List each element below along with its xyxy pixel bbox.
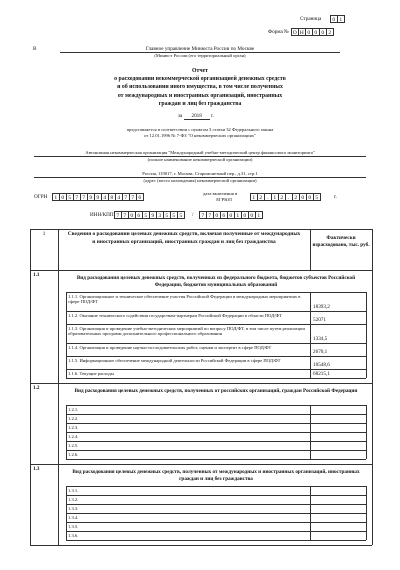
year-suffix: г.	[210, 113, 214, 119]
egrul-date-digit: 2	[292, 193, 300, 201]
table-rule	[366, 414, 367, 423]
page-digit: 1	[337, 15, 345, 23]
inn-digit: 3	[156, 211, 164, 219]
table-rule	[366, 504, 367, 513]
section-number: 1.2	[33, 385, 40, 391]
table-rule	[66, 378, 366, 379]
table-rule	[366, 292, 367, 311]
ogrn-digit: 9	[87, 193, 95, 201]
ogrn-digit: 1	[52, 193, 60, 201]
table-rule	[366, 495, 367, 504]
row-description: 1.1.4. Организация и проведение научно-исследовательских работ, оценки и экспертиз в сфере ПОД/ФТ	[68, 344, 272, 350]
col-header-description: Сведения о расходовании целевых денежных средств, включая полученные от международных и иностранных организаций, иностранных граждан и лиц без гражданства	[67, 231, 301, 245]
organization-caption: (полное наименование некоммерческой организации)	[147, 157, 253, 162]
title-line: от международных и иностранных организаций, иностранных	[117, 92, 283, 99]
table-rule	[66, 540, 366, 541]
egrul-date-label-line: дата включения в	[203, 191, 238, 196]
inn-digit: 7	[121, 211, 129, 219]
row-amount: 10548,6	[313, 362, 330, 368]
table-rule	[30, 464, 372, 465]
organization-address: Россия, 119017, г. Москва, Старомонетный пер., д.31, стр.1	[34, 171, 366, 178]
table-rule	[66, 522, 67, 531]
basis-line: от 12.01.1996 № 7-ФЗ "О некоммерческих организациях"	[144, 132, 256, 138]
kpp-digit: 0	[241, 211, 249, 219]
egrul-date-digit: 1	[250, 193, 258, 201]
table-rule	[366, 369, 367, 378]
section-number: 1.3	[33, 466, 40, 472]
table-rule	[310, 432, 311, 441]
table-rule	[66, 459, 366, 460]
table-rule	[366, 432, 367, 441]
page-digit: 0	[330, 15, 338, 23]
form-digit: О	[292, 30, 297, 36]
table-rule	[310, 441, 311, 450]
row-amount: 2670,1	[313, 349, 328, 355]
row-amount: 52071	[313, 317, 326, 323]
inn-digit: 5	[170, 211, 178, 219]
egrul-date-digit: .	[264, 193, 272, 201]
ogrn-digit: 0	[59, 193, 67, 201]
row-description: 1.2.4.	[68, 433, 79, 439]
table-rule	[66, 495, 67, 504]
table-rule	[310, 513, 311, 522]
table-rule	[30, 229, 31, 270]
row-description: 1.2.2.	[68, 415, 79, 421]
title-line: граждан и лиц без гражданства	[158, 100, 242, 107]
section-number: 1.1	[33, 272, 40, 278]
table-rule	[372, 229, 373, 270]
kpp-digit: 0	[227, 211, 235, 219]
table-rule	[58, 229, 59, 270]
table-rule	[66, 414, 67, 423]
inn-digit: 5	[163, 211, 171, 219]
table-rule	[66, 486, 67, 495]
col-header-number: 1	[42, 231, 46, 237]
row-description: 1.2.5.	[68, 442, 79, 448]
table-rule	[310, 531, 311, 540]
table-rule	[310, 311, 311, 324]
kpp-digit: 1	[234, 211, 242, 219]
egrul-date-digit: 1	[271, 193, 279, 201]
table-rule	[58, 464, 59, 545]
row-description: 1.3.4.	[68, 514, 79, 520]
egrul-date-suffix: г.	[334, 194, 337, 200]
table-rule	[366, 311, 367, 324]
table-rule	[310, 369, 311, 378]
table-rule	[58, 383, 59, 464]
row-description: 1.1.3. Организация и проведение учебно-методических мероприятий по вопросу ПОД/ФТ, в том числе путем реализации образовательных программ дополнительного профессионального образования	[68, 325, 305, 337]
table-rule	[366, 405, 367, 414]
page-number-cells	[330, 15, 344, 23]
table-rule	[66, 405, 67, 414]
addressee-prefix: В	[33, 46, 37, 52]
kpp-digit: 7	[206, 211, 214, 219]
section-title: Вид расходования целевых денежных средств, полученных от международных и иностранных организаций, иностранных граждан и лиц без гражданства	[72, 469, 360, 482]
inn-digit: 0	[128, 211, 136, 219]
form-label: Форма №	[268, 29, 290, 35]
kpp-digit: 6	[220, 211, 228, 219]
row-description: 1.3.5.	[68, 523, 79, 529]
egrul-date-digit: 2	[257, 193, 265, 201]
egrul-date-digit: .	[285, 193, 293, 201]
title-line: и об использовании иного имущества, в том числе полученных	[117, 84, 283, 91]
table-rule	[366, 513, 367, 522]
inn-digit: 5	[177, 211, 185, 219]
form-digit: 0	[305, 28, 313, 36]
table-rule	[66, 423, 67, 432]
year-prefix: за	[178, 113, 183, 119]
egrul-date-digit: 2	[278, 193, 286, 201]
kpp-cells	[199, 211, 262, 219]
row-description: 1.1.6. Текущие расходы	[68, 370, 114, 376]
row-amount: 68215,1	[313, 371, 330, 377]
table-rule	[66, 324, 67, 343]
table-rule	[30, 229, 372, 230]
table-rule	[366, 343, 367, 356]
ogrn-cells	[52, 193, 143, 201]
address-caption: (адрес (место нахождения) некоммерческой организации)	[143, 178, 257, 183]
table-rule	[366, 486, 367, 495]
table-rule	[66, 531, 67, 540]
table-rule	[310, 495, 311, 504]
section-title: Вид расходования целевых денежных средств, полученных из федерального бюджета, бюджетов субъектов Российской Федерации, бюджетов муниципальных образований	[76, 275, 356, 288]
table-rule	[310, 229, 311, 270]
row-description: 1.2.6.	[68, 451, 79, 457]
egrul-date-digit: 0	[299, 193, 307, 201]
row-description: 1.2.3.	[68, 424, 79, 430]
ogrn-digit: 7	[129, 193, 137, 201]
innkpp-separator: /	[192, 212, 194, 218]
egrul-date-digit: 5	[313, 193, 321, 201]
table-rule	[366, 441, 367, 450]
report-table	[30, 229, 372, 564]
kpp-digit: 7	[199, 211, 207, 219]
egrul-date-cells	[250, 193, 320, 201]
table-rule	[366, 356, 367, 369]
inn-digit: 5	[142, 211, 150, 219]
egrul-date-label	[203, 191, 245, 202]
table-rule	[310, 343, 311, 356]
ogrn-digit: 7	[80, 193, 88, 201]
row-amount: 18393,2	[313, 304, 330, 310]
ogrn-digit: 6	[136, 193, 144, 201]
row-description: 1.2.1.	[68, 406, 79, 412]
innkpp-label: ИНН/КПП	[90, 212, 114, 218]
table-rule	[66, 504, 67, 513]
addressee-value: Главное управление Минюста России по Москве	[60, 46, 340, 53]
table-rule	[366, 324, 367, 343]
table-rule	[66, 343, 67, 356]
ogrn-digit: 7	[122, 193, 130, 201]
row-description: 1.3.3.	[68, 505, 79, 511]
table-rule	[310, 405, 311, 414]
table-rule	[58, 270, 59, 383]
basis-line: представляется в соответствии с пунктом 3 статьи 32 Федерального закона	[126, 127, 274, 132]
table-rule	[66, 441, 67, 450]
table-rule	[372, 464, 373, 545]
inn-digit: 9	[149, 211, 157, 219]
report-year: 2018	[184, 113, 210, 120]
ogrn-digit: 9	[94, 193, 102, 201]
kpp-digit: 0	[248, 211, 256, 219]
form-number-cells	[291, 28, 333, 36]
table-rule	[30, 270, 31, 383]
row-amount: 1334,5	[313, 336, 328, 342]
table-rule	[66, 292, 67, 311]
table-rule	[66, 369, 67, 378]
table-rule	[372, 270, 373, 383]
table-rule	[310, 522, 311, 531]
form-digit: Н	[299, 30, 304, 36]
table-rule	[30, 270, 372, 271]
legal-basis	[60, 127, 340, 138]
row-description: 1.3.2.	[68, 496, 79, 502]
row-description: 1.1.2. Оказание технического содействия государствам-партнерам Российской Федерации в области ПОД/ФТ	[68, 312, 282, 318]
row-description: 1.1.5. Информационное обеспечение международной деятельности Российской Федерации в сфере ПОД/ФТ	[68, 357, 281, 363]
kpp-digit: 0	[213, 211, 221, 219]
table-rule	[310, 324, 311, 343]
ogrn-digit: 4	[101, 193, 109, 201]
table-rule	[66, 513, 67, 522]
form-digit: 0	[312, 28, 320, 36]
inn-digit: 7	[114, 211, 122, 219]
inn-digit: 6	[135, 211, 143, 219]
ogrn-digit: 8	[108, 193, 116, 201]
kpp-digit: 1	[255, 211, 263, 219]
row-description: 1.1.1. Организационное и техническое обеспечение участия Российской Федерации в международных мероприятиях в сфере ПОД/ФТ	[68, 293, 301, 305]
table-rule	[310, 450, 311, 459]
egrul-date-label-line: ЕГРЮЛ	[216, 196, 232, 202]
title-line: о расходовании некоммерческой организацией денежных средств	[114, 76, 286, 83]
table-rule	[310, 292, 311, 311]
inn-cells	[114, 211, 184, 219]
table-rule	[310, 356, 311, 369]
row-description: 1.3.1.	[68, 487, 79, 493]
table-rule	[372, 383, 373, 464]
table-rule	[66, 311, 67, 324]
page-label: Страница	[300, 16, 322, 22]
col-header-amount: Фактически израсходовано, тыс. руб.	[312, 235, 370, 248]
table-rule	[30, 545, 372, 546]
form-digit: 0	[319, 28, 327, 36]
title-line: Отчет	[191, 68, 209, 74]
report-year-row	[178, 113, 214, 120]
table-rule	[366, 531, 367, 540]
table-rule	[66, 450, 67, 459]
ogrn-digit: 5	[66, 193, 74, 201]
row-description: 1.3.6.	[68, 532, 79, 538]
organization-name: Автономная некоммерческая организация "Международный учебно-методический центр финансового мониторинга"	[34, 150, 366, 157]
table-rule	[310, 486, 311, 495]
ogrn-label: ОГРН	[34, 194, 48, 200]
table-rule	[366, 522, 367, 531]
addressee-caption: (Минюст России (его территориальный орган)	[154, 53, 246, 58]
ogrn-digit: 7	[73, 193, 81, 201]
table-rule	[310, 504, 311, 513]
table-rule	[30, 383, 372, 384]
table-rule	[310, 414, 311, 423]
ogrn-digit: 4	[115, 193, 123, 201]
table-rule	[30, 464, 31, 545]
form-digit: 2	[326, 28, 334, 36]
table-rule	[310, 423, 311, 432]
table-rule	[366, 450, 367, 459]
table-rule	[366, 423, 367, 432]
table-rule	[30, 383, 31, 464]
egrul-date-digit: 0	[306, 193, 314, 201]
report-title	[60, 67, 340, 108]
section-title: Вид расходования целевых денежных средств, полученных от российских организаций, граждан Российской Федерации	[74, 388, 358, 394]
table-rule	[66, 432, 67, 441]
table-rule	[66, 356, 67, 369]
